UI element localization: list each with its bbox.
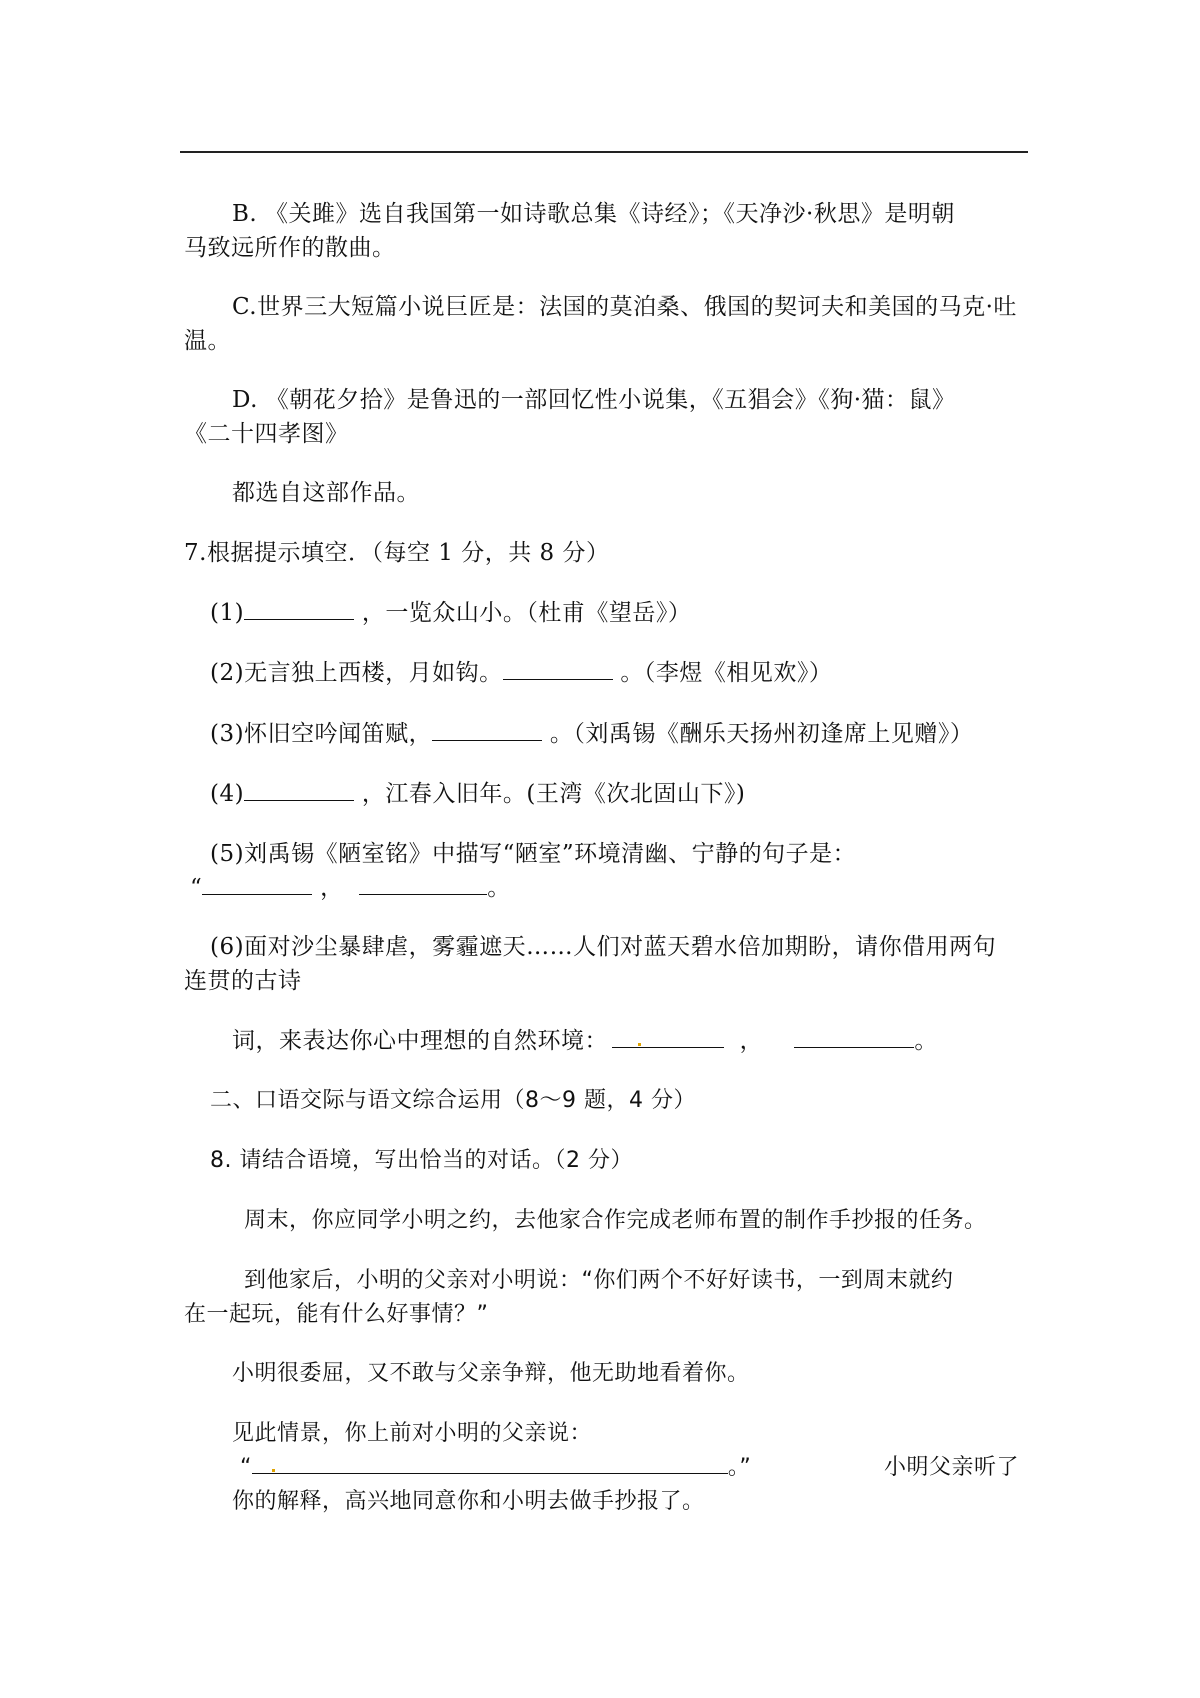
fill-blank-5b[interactable] [359, 874, 487, 895]
q8-paragraph-1: 周末，你应同学小明之约，去他家合作完成老师布置的制作手抄报的任务。 [244, 1208, 987, 1233]
option-d-line2: 《二十四孝图》 [184, 421, 349, 447]
q7-item-3-source: 。（刘禹锡《酬乐天扬州初逢席上见赠》） [549, 721, 974, 747]
q7-item-3-text: (3)怀旧空吟闻笛赋， [210, 721, 433, 747]
highlight-mark [272, 1469, 275, 1472]
q8-answer-tail: 小明父亲听了 [884, 1455, 1020, 1480]
close-quote: 。” [727, 1455, 752, 1480]
period: 。 [487, 875, 511, 901]
fill-blank-3[interactable] [432, 720, 542, 741]
highlight-mark [638, 1043, 641, 1046]
q8-paragraph-6: 你的解释，高兴地同意你和小明去做手抄报了。 [232, 1489, 705, 1514]
q8-paragraph-4: 见此情景，你上前对小明的父亲说： [232, 1421, 593, 1446]
open-quote: “ [240, 1455, 252, 1480]
q7-item-2-source: 。（李煜《相见欢》） [620, 660, 833, 686]
q8-paragraph-3: 小明很委屈，又不敢与父亲争辩，他无助地看着你。 [232, 1361, 750, 1386]
period: 。 [914, 1028, 938, 1054]
fill-blank-6a[interactable] [612, 1027, 724, 1048]
q7-item-6-line1: (6)面对沙尘暴肆虐，雾霾遮天……人们对蓝天碧水倍加期盼，请你借用两句 [210, 934, 997, 960]
option-b-line1: B. 《关雎》选自我国第一如诗歌总集《诗经》；《天净沙·秋思》是明朝 [232, 201, 955, 227]
q7-item-1-num: (1) [210, 600, 245, 626]
q7-item-6-text: 词，来表达你心中理想的自然环境： [232, 1028, 608, 1054]
q7-item-4 [210, 778, 745, 810]
q7-item-1 [210, 597, 691, 629]
option-c-line1: C.世界三大短篇小说巨匠是：法国的莫泊桑、俄国的契诃夫和美国的马克·吐 [232, 294, 1017, 320]
section-2-title: 二、口语交际与语文综合运用（8～9 题，4 分） [210, 1088, 696, 1113]
q7-item-4-text: ，江春入旧年。(王湾《次北固山下》) [361, 781, 746, 807]
q7-item-2 [210, 657, 832, 689]
q7-title: 7.根据提示填空．（每空 1 分，共 8 分） [184, 540, 610, 566]
comma: ， [739, 1028, 764, 1054]
option-c-line2: 温。 [184, 328, 231, 354]
q8-paragraph-2-line1: 到他家后，小明的父亲对小明说：“你们两个不好好读书，一到周末就约 [244, 1268, 954, 1293]
q8-answer-line [240, 1452, 751, 1484]
comma: ， [320, 875, 344, 901]
q7-item-5-line1: (5)刘禹锡《陋室铭》中描写“陋室”环境清幽、宁静的句子是： [210, 841, 857, 867]
fill-blank-q8[interactable] [252, 1453, 728, 1474]
fill-blank-5a[interactable] [202, 874, 312, 895]
option-b-line2: 马致远所作的散曲。 [184, 235, 396, 261]
option-d-line1: D. 《朝花夕拾》是鲁迅的一部回忆性小说集，《五猖会》《狗·猫：鼠》 [232, 387, 956, 413]
option-d-line3: 都选自这部作品。 [232, 480, 420, 506]
q7-item-4-num: (4) [210, 781, 245, 807]
fill-blank-2[interactable] [503, 659, 613, 680]
q7-item-1-text: ，一览众山小。（杜甫《望岳》） [361, 600, 692, 626]
header-rule [180, 151, 1028, 153]
q7-item-6-line2: 连贯的古诗 [184, 968, 302, 994]
fill-blank-4[interactable] [244, 780, 354, 801]
fill-blank-1[interactable] [244, 599, 354, 620]
q7-item-3 [210, 718, 973, 750]
fill-blank-6b[interactable] [794, 1027, 914, 1048]
q8-title: 8. 请结合语境，写出恰当的对话。（2 分） [210, 1148, 633, 1173]
q7-item-2-text: (2)无言独上西楼，月如钩。 [210, 660, 503, 686]
q7-item-5-line2 [190, 872, 511, 904]
open-quote: “ [190, 875, 203, 901]
q7-item-6-line3 [232, 1025, 938, 1057]
q8-paragraph-2-line2: 在一起玩，能有什么好事情？” [184, 1302, 489, 1327]
